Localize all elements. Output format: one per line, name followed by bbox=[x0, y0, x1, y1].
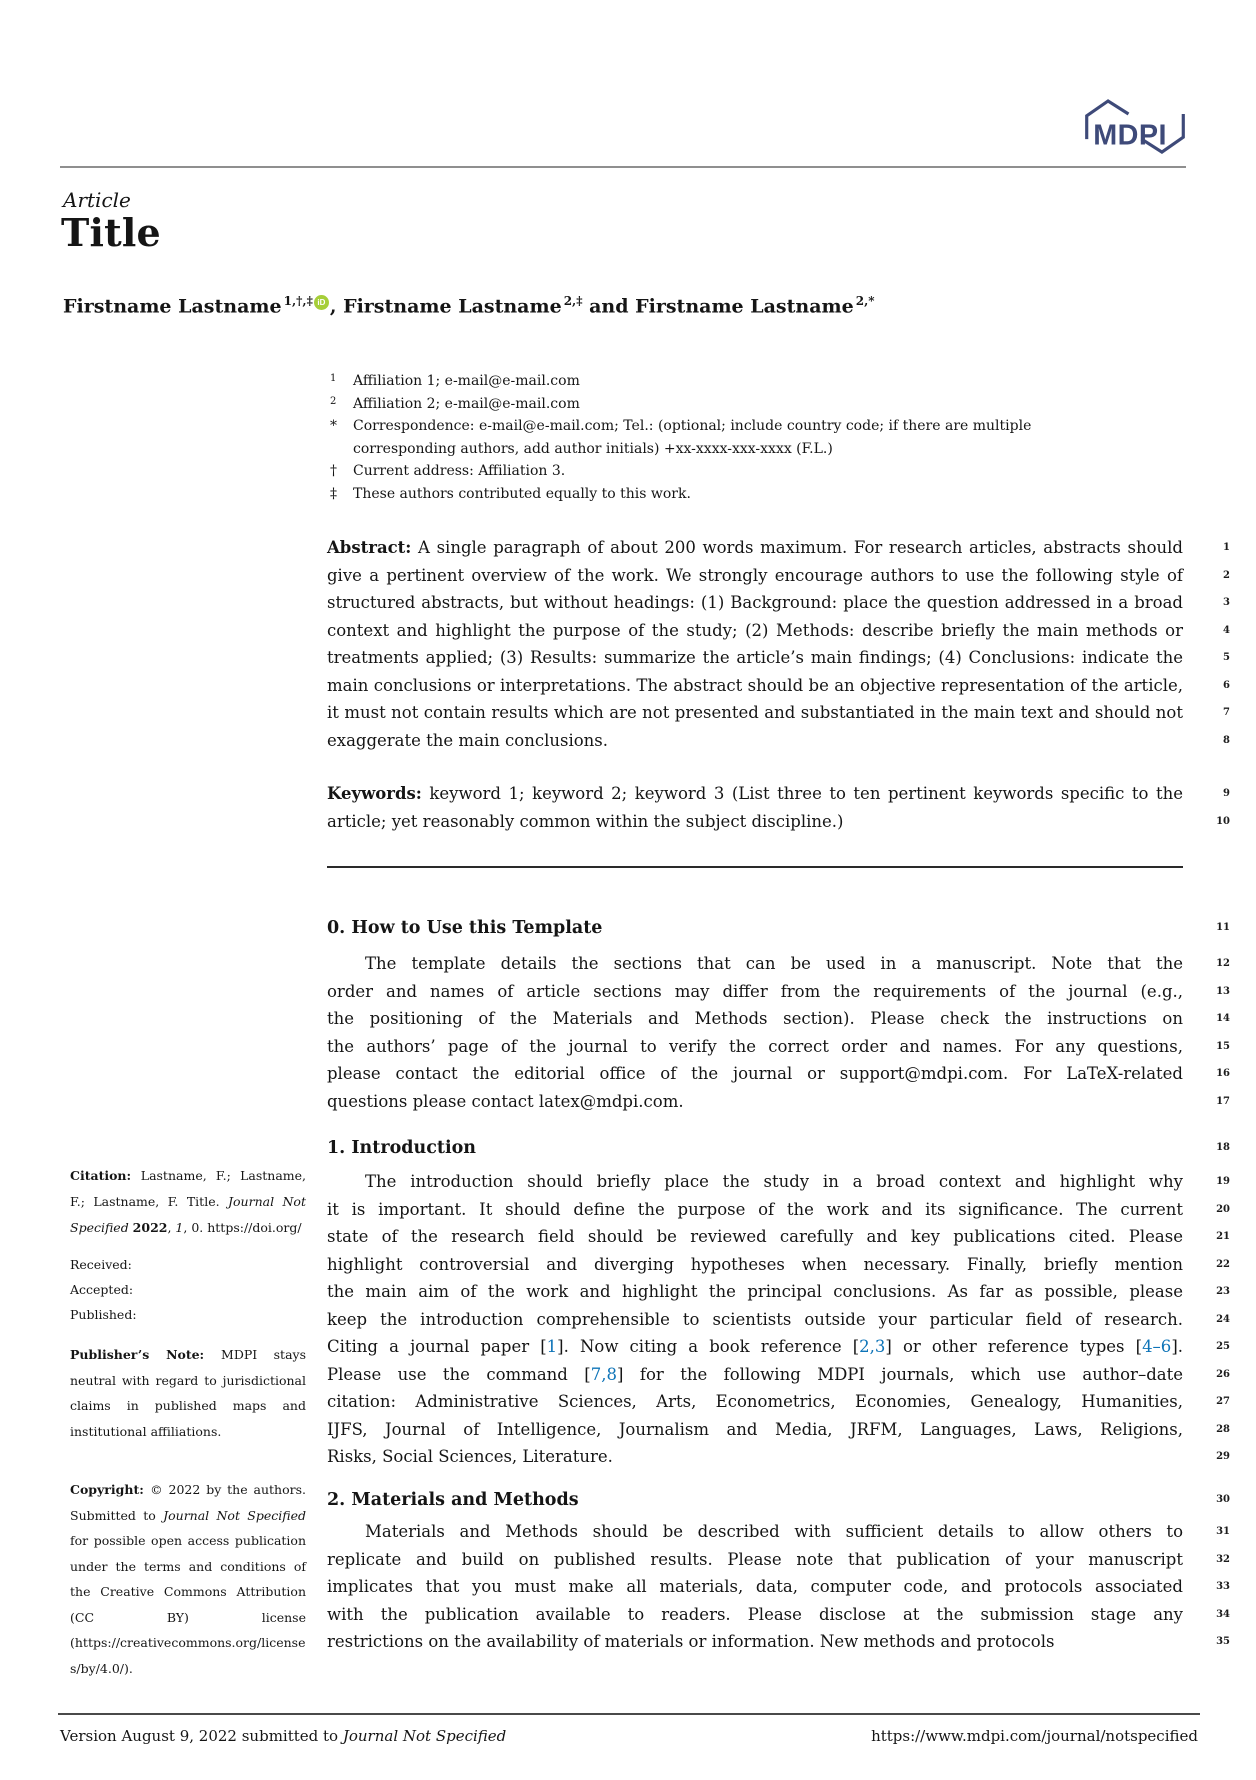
line-number: 17 bbox=[1216, 1095, 1230, 1107]
author-affil-marker: 2,‡ bbox=[563, 294, 583, 308]
affiliation-marker: ‡ bbox=[330, 485, 337, 502]
affiliation-row bbox=[330, 393, 1186, 416]
text-line: replicate and build on published results. Please note that publication of your manuscript bbox=[327, 1549, 1183, 1569]
line-number: 4 bbox=[1223, 624, 1230, 636]
line-number: 2 bbox=[1223, 569, 1230, 581]
line-number-gutter bbox=[1196, 1168, 1230, 1471]
affiliation-row bbox=[330, 415, 1186, 460]
orcid-icon[interactable]: iD bbox=[314, 295, 329, 310]
affiliation-text bbox=[353, 460, 565, 483]
line-number: 13 bbox=[1216, 985, 1230, 997]
text-line: please contact the editorial office of the journal or support@mdpi.com. For LaTeX-related bbox=[327, 1064, 1183, 1083]
text-line: restrictions on the availability of materials or information. New methods and protocols bbox=[327, 1632, 1055, 1651]
line-number: 27 bbox=[1216, 1396, 1230, 1407]
line-number: 29 bbox=[1216, 1451, 1230, 1462]
author-byline: Firstname Lastname $^{1,\dagger,\ddagger}$ iD , Firstname Lastname $^{2,\ddagger}$ and Firstname Lastname $^{2,*}$ bbox=[63, 294, 875, 318]
line-number: 22 bbox=[1216, 1258, 1230, 1270]
line-number: 16 bbox=[1216, 1068, 1230, 1079]
line-number: 32 bbox=[1216, 1553, 1230, 1565]
citation-ref[interactable]: 4–6 bbox=[1142, 1337, 1172, 1356]
abstract-paragraph bbox=[327, 534, 1183, 754]
text-line: Current address: Affiliation 3. bbox=[353, 463, 566, 479]
text-line: corresponding authors, add author initials) +xx-xxxx-xxx-xxxx (F.L.) bbox=[353, 440, 833, 457]
citation-block: Citation: Lastname, F.; Lastname, F.; Lastname, F. Title. Journal Not Specified 2022, 1, 0. https://doi.org/ bbox=[70, 1168, 306, 1235]
section-heading: 0. How to Use this Template bbox=[327, 918, 603, 938]
line-number: 12 bbox=[1216, 958, 1230, 969]
affiliation-marker: * bbox=[330, 418, 337, 434]
section-heading: 2. Materials and Methods bbox=[327, 1490, 579, 1510]
text-line: Materials and Methods should be described with sufficient details to allow others to bbox=[365, 1522, 1183, 1541]
text-line: it is important. It should define the purpose of the work and its significance. The current bbox=[327, 1199, 1183, 1219]
line-number: 34 bbox=[1216, 1608, 1230, 1620]
line-number: 31 bbox=[1216, 1526, 1230, 1537]
author-name: Firstname Lastname bbox=[63, 295, 282, 318]
text-line: citation: Administrative Sciences, Arts, Econometrics, Economies, Genealogy, Humanities, bbox=[327, 1392, 1183, 1411]
line-number: 23 bbox=[1216, 1286, 1230, 1297]
line-number: 26 bbox=[1216, 1368, 1230, 1380]
footer-journal-url[interactable]: https://www.mdpi.com/journal/notspecified bbox=[871, 1727, 1198, 1745]
mdpi-logo-text: MDPI bbox=[1093, 119, 1167, 152]
text-line: give a pertinent overview of the work. We strongly encourage authors to use the following style of bbox=[327, 565, 1183, 585]
line-number: 5 bbox=[1223, 652, 1230, 663]
text-line: These authors contributed equally to this work. bbox=[353, 485, 691, 502]
line-number-gutter bbox=[1196, 950, 1230, 1115]
text-line: treatments applied; (3) Results: summarize the article’s main findings; (4) Conclusions: indicate the bbox=[327, 648, 1183, 667]
text-line: Correspondence: e-mail@e-mail.com; Tel.: (optional; include country code; if there are multiple bbox=[353, 418, 1032, 434]
line-number: 28 bbox=[1216, 1423, 1230, 1435]
affiliation-marker: 1 bbox=[330, 373, 337, 384]
text-line: Received: bbox=[70, 1257, 132, 1272]
text-line: Published: bbox=[70, 1307, 137, 1322]
line-number: 24 bbox=[1216, 1313, 1230, 1325]
affiliation-text bbox=[353, 393, 580, 416]
line-number-gutter bbox=[1196, 780, 1230, 835]
affiliation-text bbox=[353, 483, 691, 506]
line-number: 10 bbox=[1216, 815, 1230, 827]
line-number: 21 bbox=[1216, 1231, 1230, 1242]
text-line: implicates that you must make all materials, data, computer code, and protocols associated bbox=[327, 1577, 1183, 1596]
article-type-label: Article bbox=[63, 188, 131, 212]
text-line: Risks, Social Sciences, Literature. bbox=[327, 1447, 613, 1466]
affiliation-text bbox=[353, 370, 580, 393]
text-line: Please use the command [7,8] for the following MDPI journals, which use author–date bbox=[327, 1364, 1183, 1384]
text-line: context and highlight the purpose of the study; (2) Methods: describe briefly the main methods or bbox=[327, 620, 1183, 640]
line-number-gutter bbox=[1196, 1136, 1230, 1160]
author-affil-marker: 2,* bbox=[855, 294, 875, 308]
text-line: with the publication available to readers. Please disclose at the submission stage any bbox=[327, 1604, 1183, 1624]
text-line: it must not contain results which are not presented and substantiated in the main text and should not bbox=[327, 703, 1183, 722]
text-line: order and names of article sections may differ from the requirements of the journal (e.g., bbox=[327, 981, 1183, 1001]
citation-ref[interactable]: 7,8 bbox=[590, 1364, 617, 1384]
line-number-gutter bbox=[1196, 1488, 1230, 1512]
line-number: 20 bbox=[1216, 1203, 1230, 1215]
text-line: article; yet reasonably common within the subject discipline.) bbox=[327, 811, 844, 831]
author-name: Firstname Lastname bbox=[343, 295, 562, 318]
footer-version-text: Version August 9, 2022 submitted to Journal Not Specified bbox=[60, 1727, 507, 1745]
line-number-gutter bbox=[1196, 916, 1230, 940]
author-name: Firstname Lastname bbox=[635, 295, 854, 318]
line-number: 6 bbox=[1223, 679, 1230, 691]
header-divider bbox=[60, 166, 1186, 168]
text-line: Affiliation 1; e-mail@e-mail.com bbox=[353, 373, 580, 389]
text-line: keep the introduction comprehensible to scientists outside your particular field of research. bbox=[327, 1309, 1183, 1329]
line-number: 18 bbox=[1216, 1142, 1230, 1153]
text-line: the positioning of the Materials and Methods section). Please check the instructions on bbox=[327, 1009, 1183, 1028]
author-affil-marker: 1,†,‡ bbox=[283, 294, 313, 308]
dates-block bbox=[70, 1252, 306, 1327]
text-line: state of the research field should be reviewed carefully and key publications cited. Please bbox=[327, 1227, 1183, 1246]
footer-divider bbox=[58, 1713, 1200, 1715]
section-heading: 1. Introduction bbox=[327, 1138, 476, 1158]
keywords-paragraph bbox=[327, 780, 1183, 835]
copyright-block: Copyright: © 2022 by the authors. Submitted to Journal Not Specified for possible open access publication under the terms and conditions of the Creative Commons Attribution (CC BY) license (https://creativecommons.org/licenses/by/4.0/). bbox=[70, 1482, 306, 1676]
line-number: 3 bbox=[1223, 597, 1230, 608]
publishers-note-block: Publisher’s Note: MDPI stays neutral with regard to jurisdictional claims in published maps and institutional affiliations. bbox=[70, 1347, 307, 1439]
line-number: 19 bbox=[1216, 1176, 1230, 1187]
citation-ref[interactable]: 1 bbox=[546, 1337, 558, 1356]
line-number: 8 bbox=[1223, 734, 1230, 746]
section-paragraph bbox=[327, 1518, 1183, 1656]
affiliation-row bbox=[330, 370, 1186, 393]
affiliation-marker: 2 bbox=[330, 395, 337, 407]
affiliation-row bbox=[330, 483, 1186, 506]
line-number: 9 bbox=[1223, 788, 1230, 799]
text-line: IJFS, Journal of Intelligence, Journalism and Media, JRFM, Languages, Laws, Religions, bbox=[327, 1419, 1183, 1439]
line-number-gutter bbox=[1196, 534, 1230, 754]
line-number: 7 bbox=[1223, 707, 1230, 718]
text-line: Abstract: A single paragraph of about 200 words maximum. For research articles, abstracts should bbox=[327, 538, 1183, 557]
mdpi-logo bbox=[1083, 94, 1187, 160]
section-paragraph bbox=[327, 1168, 1183, 1471]
section-paragraph bbox=[327, 950, 1183, 1115]
line-number-gutter bbox=[1196, 1518, 1230, 1656]
line-number: 15 bbox=[1216, 1040, 1230, 1052]
citation-ref[interactable]: 2,3 bbox=[859, 1337, 886, 1356]
text-line: Accepted: bbox=[70, 1282, 134, 1297]
line-number: 14 bbox=[1216, 1013, 1230, 1024]
text-line: The template details the sections that can be used in a manuscript. Note that the bbox=[365, 954, 1183, 973]
line-number: 25 bbox=[1216, 1341, 1230, 1352]
text-line: the main aim of the work and highlight the principal conclusions. As far as possible, please bbox=[327, 1282, 1183, 1301]
text-line: main conclusions or interpretations. The abstract should be an objective representation of the article, bbox=[327, 675, 1183, 695]
affiliations-block bbox=[330, 370, 1186, 505]
line-number: 35 bbox=[1216, 1636, 1230, 1647]
affiliation-text bbox=[353, 415, 1031, 460]
line-number: 33 bbox=[1216, 1581, 1230, 1592]
page-title: Title bbox=[61, 210, 161, 255]
text-line: Citing a journal paper [1]. Now citing a book reference [2,3] or other reference types [4–6]. bbox=[327, 1337, 1183, 1356]
affiliation-marker: † bbox=[330, 463, 337, 479]
text-line: highlight controversial and diverging hypotheses when necessary. Finally, briefly mention bbox=[327, 1254, 1183, 1274]
line-number: 30 bbox=[1216, 1494, 1230, 1505]
line-number: 11 bbox=[1216, 922, 1230, 933]
line-number: 1 bbox=[1223, 542, 1230, 553]
page-footer bbox=[60, 1727, 1198, 1745]
abstract-divider bbox=[327, 866, 1183, 868]
text-line: structured abstracts, but without headings: (1) Background: place the question addressed in a broad bbox=[327, 593, 1183, 612]
text-line: the authors’ page of the journal to verify the correct order and names. For any questions, bbox=[327, 1036, 1183, 1056]
text-line: Affiliation 2; e-mail@e-mail.com bbox=[353, 395, 580, 412]
text-line: The introduction should briefly place the study in a broad context and highlight why bbox=[365, 1172, 1183, 1191]
text-line: Keywords: keyword 1; keyword 2; keyword 3 (List three to ten pertinent keywords specific to the bbox=[327, 784, 1183, 803]
affiliation-row bbox=[330, 460, 1186, 483]
text-line: questions please contact latex@mdpi.com. bbox=[327, 1091, 684, 1111]
text-line: exaggerate the main conclusions. bbox=[327, 730, 609, 750]
